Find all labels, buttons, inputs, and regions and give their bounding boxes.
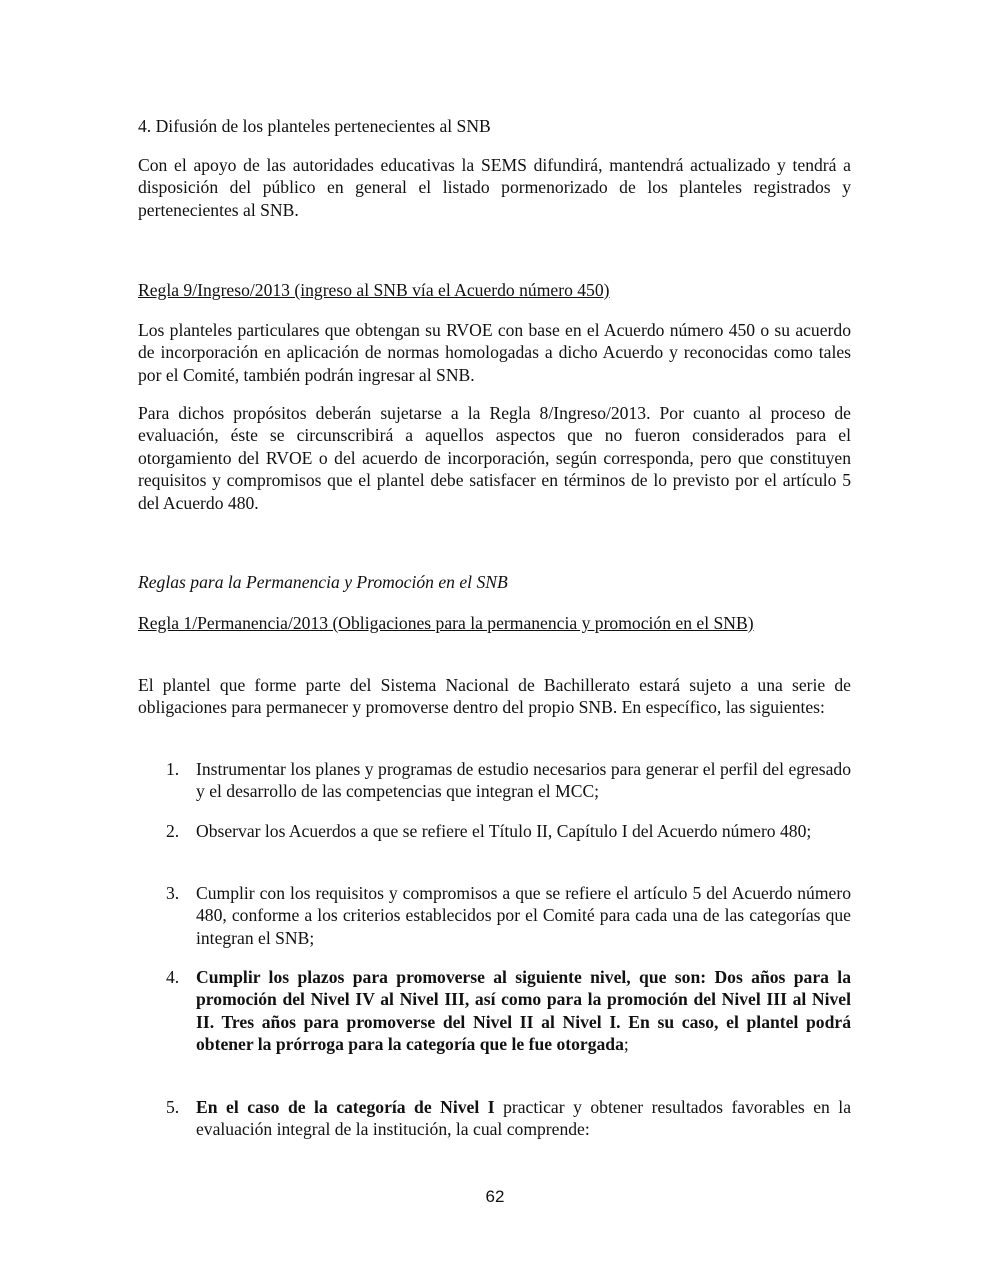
list-item	[166, 966, 851, 1056]
list-text: Observar los Acuerdos a que se refiere el Título II, Capítulo I del Acuerdo número 480;	[196, 821, 812, 841]
list-item	[166, 882, 851, 949]
list-number: 4.	[166, 967, 180, 987]
list-text-rest: practicar y obtener resultados favorables en la evaluación integral de la institución, la cual comprende:	[196, 1097, 852, 1140]
rule-heading: Regla 9/Ingreso/2013 (ingreso al SNB vía el Acuerdo número 450)	[138, 280, 610, 300]
list-text-rest: ;	[623, 1034, 629, 1055]
list-text: Instrumentar los planes y programas de estudio necesarios para generar el perfil del egresado y el desarrollo de las competencias que integran el MCC;	[196, 759, 851, 802]
list-item	[166, 820, 851, 842]
list-number: 3.	[166, 883, 180, 903]
section-heading: 4. Difusión de los planteles pertenecientes al SNB	[138, 116, 491, 136]
list-text	[196, 966, 851, 1056]
paragraph: Los planteles particulares que obtengan su RVOE con base en el Acuerdo número 450 o su acuerdo de incorporación en aplicación de normas homologadas a dicho Acuerdo y reconocidas como tales por el Comité, también podrán ingresar al SNB.	[138, 320, 851, 385]
paragraph: Para dichos propósitos deberán sujetarse a la Regla 8/Ingreso/2013. Por cuanto al proceso de evaluación, éste se circunscribirá a aquellos aspectos que no fueron considerados para el otorgamiento del RVOE o del acuerdo de incorporación, según corresponda, pero que constituyen requisitos y compromisos que el plantel debe satisfacer en términos de lo previsto por el artículo 5 del Acuerdo 480.	[138, 403, 851, 513]
page-number: 62	[485, 1187, 505, 1206]
paragraph: Con el apoyo de las autoridades educativas la SEMS difundirá, mantendrá actualizado y tendrá a disposición del público en general el listado pormenorizado de los planteles registrados y pertenecientes al SNB.	[138, 155, 851, 220]
list-text: Cumplir con los requisitos y compromisos a que se refiere el artículo 5 del Acuerdo número 480, conforme a los criterios establecidos por el Comité para cada una de las categorías que integran el SNB;	[196, 883, 851, 948]
list-text-bold: En el caso de la categoría de Nivel I	[196, 1097, 495, 1117]
paragraph: El plantel que forme parte del Sistema Nacional de Bachillerato estará sujeto a una serie de obligaciones para permanecer y promoverse dentro del propio SNB. En específico, las siguientes:	[138, 675, 851, 718]
list-number: 2.	[166, 821, 180, 841]
list-item	[166, 758, 851, 803]
list-text-bold: Cumplir los plazos para promoverse al siguiente nivel, que son: Dos años para la promoción del Nivel IV al Nivel III, así como para la promoción del Nivel III al Nivel II. Tres años para promoverse del Nivel II al Nivel I. En su caso, el plantel podrá obtener la prórroga para la categoría que le fue otorgada	[196, 967, 851, 1055]
list-number: 1.	[166, 759, 180, 779]
list-number: 5.	[166, 1097, 180, 1117]
list-item	[166, 1096, 851, 1141]
rule-heading: Regla 1/Permanencia/2013 (Obligaciones para la permanencia y promoción en el SNB)	[138, 613, 754, 633]
list-text	[196, 1096, 851, 1141]
section-title: Reglas para la Permanencia y Promoción en el SNB	[138, 572, 508, 592]
